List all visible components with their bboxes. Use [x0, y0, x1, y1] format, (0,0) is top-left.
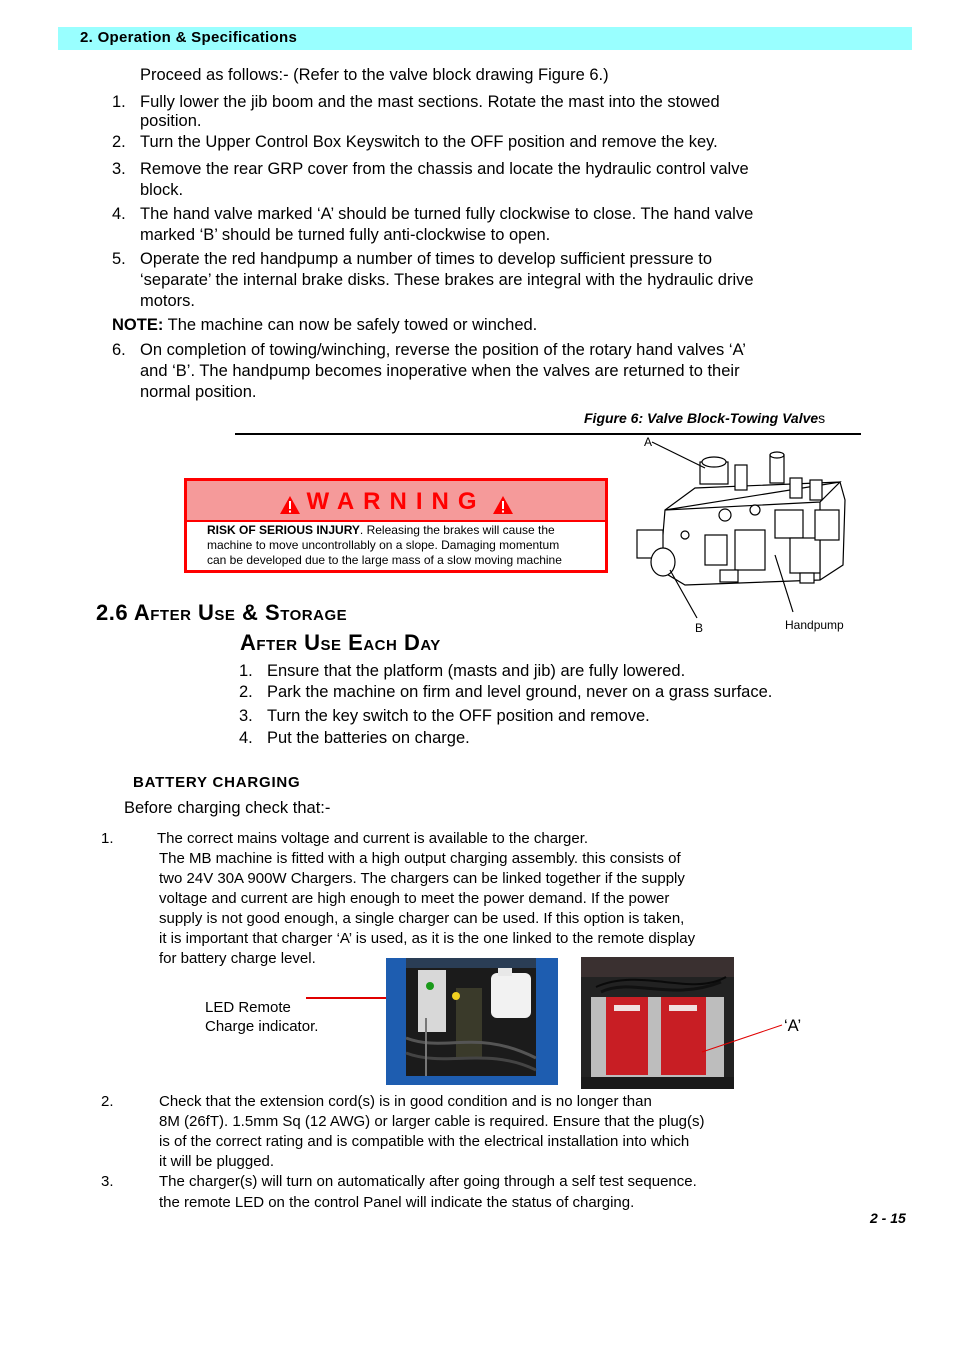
battery-item-text: the remote LED on the control Panel will indicate the status of charging.	[159, 1194, 635, 1211]
battery-item-number: 1.	[101, 830, 114, 847]
charger-panel-photo	[386, 958, 558, 1085]
battery-item-text: The MB machine is fitted with a high output charging assembly. this consists of	[159, 850, 681, 867]
step-text: and ‘B’. The handpump becomes inoperative when the valves are returned to their	[140, 362, 740, 380]
step-number: 5.	[112, 250, 126, 268]
step-number: 2.	[112, 133, 126, 151]
battery-item-text: voltage and current are high enough to meet the power demand. If the power	[159, 890, 670, 907]
warning-box	[184, 478, 608, 573]
battery-item-number: 3.	[101, 1173, 114, 1190]
label-handpump: Handpump	[785, 618, 844, 632]
battery-item-text: for battery charge level.	[159, 950, 316, 967]
warning-bold: RISK OF SERIOUS INJURY	[207, 523, 360, 537]
battery-title: BATTERY CHARGING	[133, 774, 301, 791]
battery-item-text: it is important that charger ‘A’ is used, as it is the one linked to the remote display	[159, 930, 696, 947]
warning-triangle-icon	[279, 495, 301, 515]
figure-rule	[235, 433, 861, 435]
daily-step-number: 1.	[239, 662, 253, 680]
note-label: NOTE:	[112, 316, 164, 334]
step-number: 3.	[112, 160, 126, 178]
daily-step-text: Put the batteries on charge.	[267, 729, 470, 747]
step-text: Remove the rear GRP cover from the chassis and locate the hydraulic control valve	[140, 160, 749, 178]
led-label: Charge indicator.	[205, 1018, 319, 1035]
step-text: block.	[140, 181, 184, 199]
daily-step-text: Turn the key switch to the OFF position and remove.	[267, 707, 650, 725]
battery-item-text: supply is not good enough, a single charger can be used. If this option is taken,	[159, 910, 685, 927]
figure-caption: Figure 6: Valve Block-Towing Valves	[584, 410, 826, 426]
note-text: The machine can now be safely towed or winched.	[163, 316, 538, 334]
step-text: ‘separate’ the internal brake disks. These brakes are integral with the hydraulic drive	[140, 271, 754, 289]
note	[112, 315, 537, 336]
warning-body	[207, 523, 597, 568]
battery-item-text: is of the correct rating and is compatible with the electrical installation into which	[159, 1133, 690, 1150]
battery-item-text: Check that the extension cord(s) is in good condition and is no longer than	[159, 1093, 652, 1110]
valve-block-drawing	[625, 440, 855, 620]
step-text: The hand valve marked ‘A’ should be turned fully clockwise to close. The hand valve	[140, 205, 754, 223]
intro-text: Proceed as follows:- (Refer to the valve block drawing Figure 6.)	[140, 66, 609, 84]
step-text: position.	[140, 112, 202, 130]
charger-a-label: ‘A’	[784, 1017, 802, 1035]
warning-text: can be developed due to the large mass of a slow moving machine	[207, 553, 562, 567]
battery-item-text: it will be plugged.	[159, 1153, 275, 1170]
step-number: 6.	[112, 341, 126, 359]
step-number: 4.	[112, 205, 126, 223]
section-header: 2. Operation & Specifications	[80, 29, 298, 46]
step-text: Turn the Upper Control Box Keyswitch to the OFF position and remove the key.	[140, 133, 718, 151]
step-text: motors.	[140, 292, 196, 310]
label-b: B	[695, 621, 704, 635]
daily-step-number: 2.	[239, 683, 253, 701]
led-label: LED Remote	[205, 999, 291, 1016]
warning-title: WARNING	[306, 488, 486, 515]
daily-step-text: Park the machine on firm and level ground, never on a grass surface.	[267, 683, 773, 701]
warning-text: . Releasing the brakes will cause the	[359, 523, 555, 537]
label-a: A	[644, 435, 653, 449]
daily-step-number: 4.	[239, 729, 253, 747]
step-text: Operate the red handpump a number of times to develop sufficient pressure to	[140, 250, 713, 268]
daily-step-text: Ensure that the platform (masts and jib) are fully lowered.	[267, 662, 686, 680]
step-text: normal position.	[140, 383, 257, 401]
page-number: 2 - 15	[870, 1210, 906, 1226]
step-number: 1.	[112, 93, 126, 111]
charger-a-pointer	[700, 1020, 790, 1060]
subsection-title: After Use Each Day	[240, 630, 441, 655]
section-title: 2.6 After Use & Storage	[96, 600, 348, 625]
warning-text: machine to move uncontrollably on a slope. Damaging momentum	[207, 538, 560, 552]
daily-step-number: 3.	[239, 707, 253, 725]
step-text: Fully lower the jib boom and the mast sections. Rotate the mast into the stowed	[140, 93, 720, 111]
battery-item-text: 8M (26fT). 1.5mm Sq (12 AWG) or larger cable is required. Ensure that the plug(s)	[159, 1113, 705, 1130]
warning-header	[187, 481, 605, 522]
battery-item-text: The correct mains voltage and current is available to the charger.	[157, 830, 589, 847]
step-text: marked ‘B’ should be turned fully anti-clockwise to open.	[140, 226, 551, 244]
warning-triangle-icon	[492, 495, 514, 515]
step-text: On completion of towing/winching, reverse the position of the rotary hand valves ‘A’	[140, 341, 746, 359]
battery-item-number: 2.	[101, 1093, 114, 1110]
battery-item-text: two 24V 30A 900W Chargers. The chargers can be linked together if the supply	[159, 870, 685, 887]
battery-intro: Before charging check that:-	[124, 799, 331, 817]
battery-item-text: The charger(s) will turn on automatically after going through a self test sequence.	[159, 1173, 697, 1190]
